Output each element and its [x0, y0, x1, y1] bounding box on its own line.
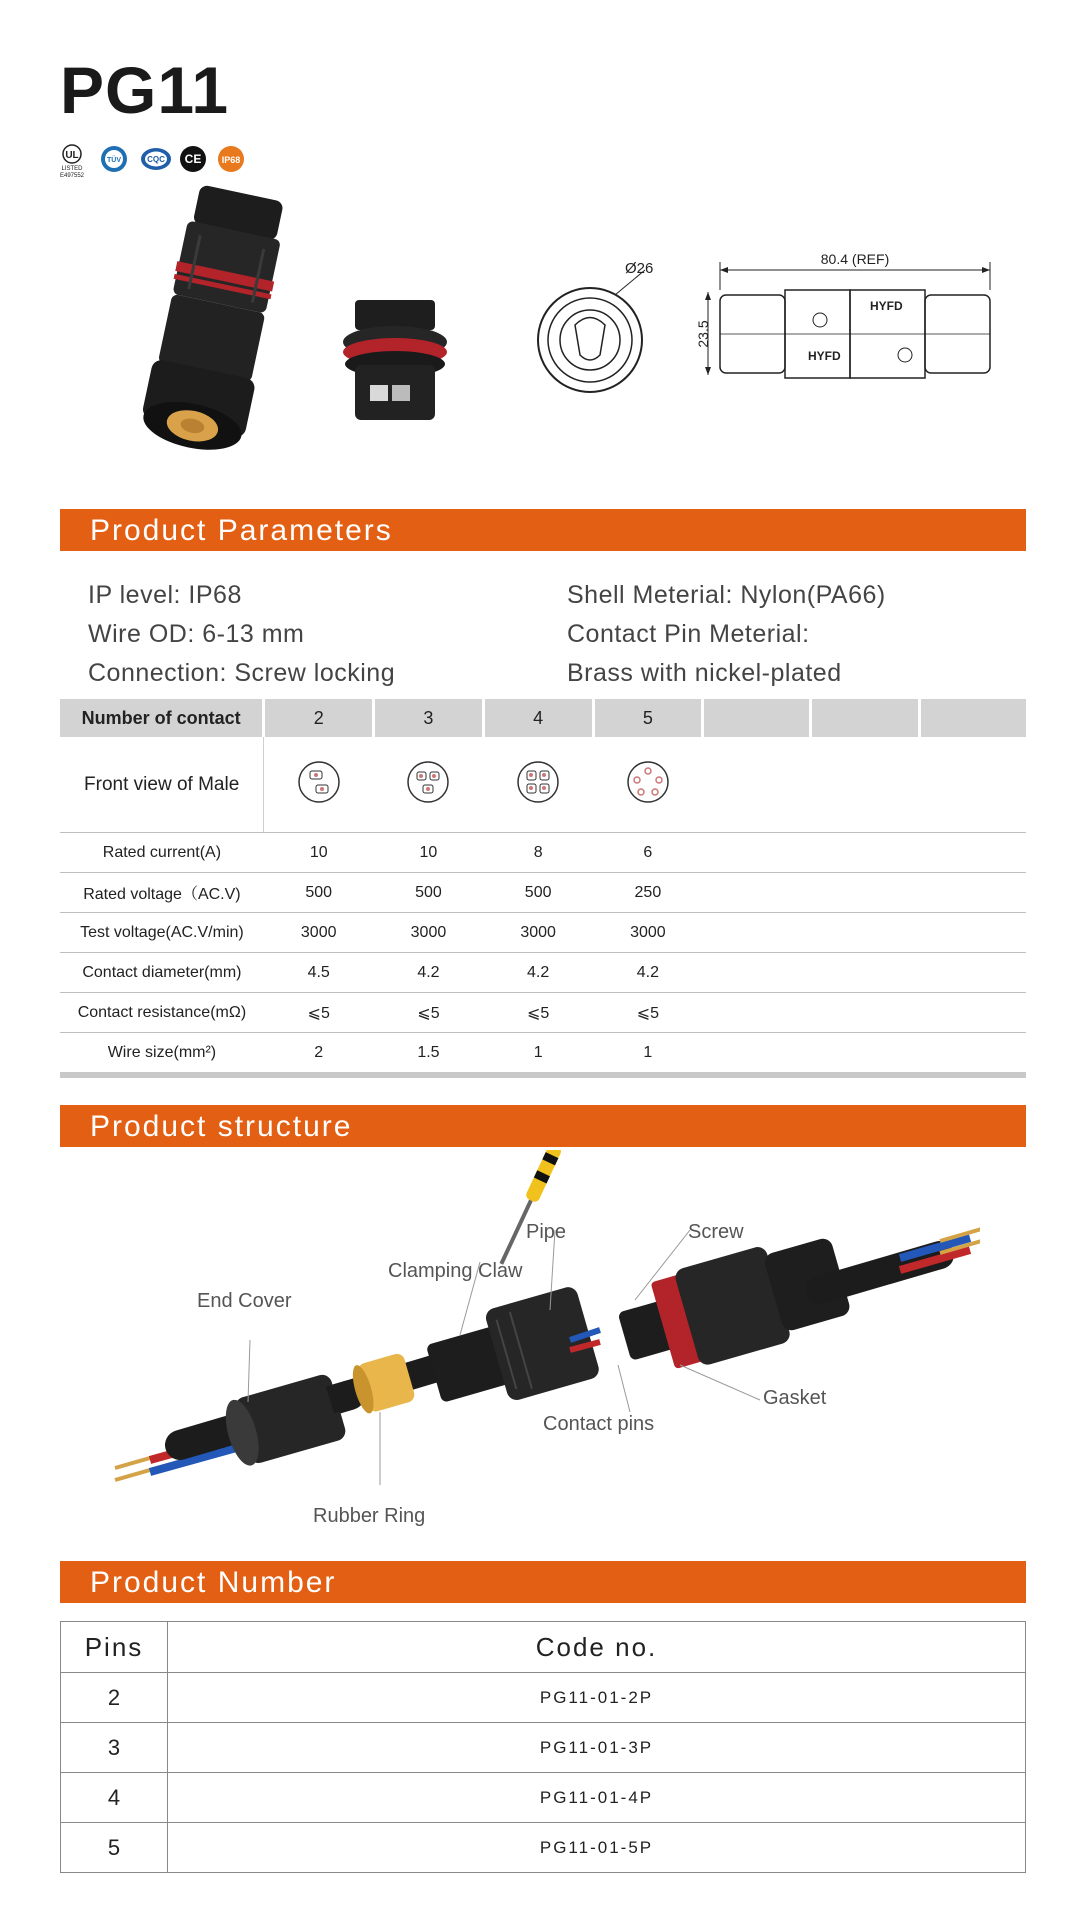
- spec-value: 10: [264, 833, 374, 873]
- table-row: [61, 1773, 1026, 1823]
- number-banner: Product Number: [60, 1561, 1026, 1603]
- front-view-drawing: [530, 255, 680, 405]
- label-screw: Screw: [688, 1221, 744, 1243]
- table-row: [61, 1823, 1026, 1873]
- spec-value: 3000: [264, 913, 374, 953]
- param-connection: Connection: Screw locking: [88, 659, 396, 687]
- svg-text:Ø26: Ø26: [625, 260, 654, 277]
- spec-row-label: Wire size(mm²): [60, 1033, 264, 1076]
- spec-row: [60, 833, 1026, 873]
- contact-count: 2: [264, 699, 374, 737]
- spec-value: ⩽5: [374, 993, 484, 1033]
- pin-face-3-icon: [374, 737, 484, 833]
- spec-value: 1: [483, 1033, 593, 1076]
- structure-banner: Product structure: [60, 1105, 1026, 1147]
- spec-row: [60, 873, 1026, 913]
- svg-text:CQC: CQC: [147, 155, 165, 164]
- spec-value: 4.5: [264, 953, 374, 993]
- svg-text:23.5: 23.5: [695, 320, 711, 348]
- label-rubber-ring: Rubber Ring: [313, 1505, 426, 1527]
- parameters-banner: Product Parameters: [60, 509, 1026, 551]
- structure-diagram: [100, 1150, 980, 1540]
- product-number-table: [60, 1621, 1026, 1873]
- svg-text:HYFD: HYFD: [870, 299, 903, 313]
- pins-value: 3: [61, 1723, 168, 1773]
- product-photo: [130, 170, 460, 460]
- spec-value: ⩽5: [483, 993, 593, 1033]
- svg-text:TÜV: TÜV: [107, 157, 121, 164]
- spec-value: 4.2: [483, 953, 593, 993]
- spec-value: 10: [374, 833, 484, 873]
- spec-row: [60, 1033, 1026, 1076]
- param-pin-material: Contact Pin Meterial:: [567, 620, 810, 648]
- parameters-left: [88, 576, 395, 693]
- code-header: Code no.: [168, 1622, 1026, 1673]
- svg-text:UL: UL: [65, 150, 79, 161]
- ip68-icon: [218, 146, 244, 172]
- param-pin-plating: Brass with nickel-plated: [567, 659, 842, 687]
- spec-value: 3000: [593, 913, 703, 953]
- pins-value: 2: [61, 1673, 168, 1723]
- param-ip-level: IP level: IP68: [88, 581, 242, 609]
- spec-value: 500: [374, 873, 484, 913]
- spec-value: ⩽5: [264, 993, 374, 1033]
- pin-face-2-icon: [264, 737, 374, 833]
- empty-cell: [703, 699, 811, 737]
- label-contact-pins: Contact pins: [543, 1413, 655, 1435]
- spec-value: 500: [483, 873, 593, 913]
- ce-icon: [180, 146, 206, 172]
- spec-row-label: Rated voltage（AC.V): [60, 873, 264, 913]
- spec-value: 500: [264, 873, 374, 913]
- spec-value: ⩽5: [593, 993, 703, 1033]
- svg-text:IP68: IP68: [221, 155, 241, 165]
- code-value: PG11-01-3P: [168, 1723, 1026, 1773]
- tuv-icon: [101, 146, 127, 172]
- side-view-drawing: [680, 250, 1020, 400]
- spec-value: 1: [593, 1033, 703, 1076]
- spec-value: 3000: [374, 913, 484, 953]
- front-view-label: Front view of Male: [60, 737, 264, 833]
- spec-row-label: Contact diameter(mm): [60, 953, 264, 993]
- spec-row: [60, 953, 1026, 993]
- ul-icon: [60, 145, 85, 179]
- table-row: [61, 1673, 1026, 1723]
- param-shell-material: Shell Meterial: Nylon(PA66): [567, 581, 886, 609]
- empty-cell: [703, 737, 811, 833]
- spec-row-label: Test voltage(AC.V/min): [60, 913, 264, 953]
- code-value: PG11-01-2P: [168, 1673, 1026, 1723]
- pins-value: 4: [61, 1773, 168, 1823]
- empty-cell: [811, 699, 919, 737]
- front-view-row: [60, 737, 1026, 833]
- contact-count: 4: [483, 699, 593, 737]
- label-gasket: Gasket: [763, 1387, 827, 1409]
- pin-face-5-icon: [593, 737, 703, 833]
- svg-text:HYFD: HYFD: [808, 349, 841, 363]
- code-value: PG11-01-5P: [168, 1823, 1026, 1873]
- spec-value: 6: [593, 833, 703, 873]
- svg-text:E497552: E497552: [59, 173, 85, 179]
- spec-row-label: Contact resistance(mΩ): [60, 993, 264, 1033]
- code-value: PG11-01-4P: [168, 1773, 1026, 1823]
- spec-value: 3000: [483, 913, 593, 953]
- empty-cell: [919, 699, 1026, 737]
- spec-value: 4.2: [593, 953, 703, 993]
- spec-table: [60, 699, 1026, 1078]
- svg-text:CE: CE: [184, 152, 202, 166]
- label-clamping-claw: Clamping Claw: [388, 1260, 523, 1282]
- label-pipe: Pipe: [526, 1221, 567, 1243]
- spec-header-label: Number of contact: [60, 699, 264, 737]
- cqc-icon: [141, 148, 171, 170]
- contact-count: 5: [593, 699, 703, 737]
- product-number-header: [61, 1622, 1026, 1673]
- spec-row-label: Rated current(A): [60, 833, 264, 873]
- parameters-right: [567, 576, 886, 693]
- spec-value: 250: [593, 873, 703, 913]
- spec-header-row: [60, 699, 1026, 737]
- param-wire-od: Wire OD: 6-13 mm: [88, 620, 305, 648]
- spec-value: 2: [264, 1033, 374, 1076]
- spec-row: [60, 913, 1026, 953]
- svg-text:80.4 (REF): 80.4 (REF): [820, 251, 890, 267]
- spec-value: 8: [483, 833, 593, 873]
- spec-row: [60, 993, 1026, 1033]
- pins-value: 5: [61, 1823, 168, 1873]
- empty-cell: [811, 737, 919, 833]
- pin-face-4-icon: [483, 737, 593, 833]
- spec-value: 1.5: [374, 1033, 484, 1076]
- page-title: PG11: [60, 53, 230, 127]
- pins-header: Pins: [61, 1622, 168, 1673]
- contact-count: 3: [374, 699, 484, 737]
- spec-value: 4.2: [374, 953, 484, 993]
- svg-text:LISTED: LISTED: [61, 166, 83, 172]
- empty-cell: [919, 737, 1026, 833]
- table-row: [61, 1723, 1026, 1773]
- label-end-cover: End Cover: [197, 1290, 292, 1312]
